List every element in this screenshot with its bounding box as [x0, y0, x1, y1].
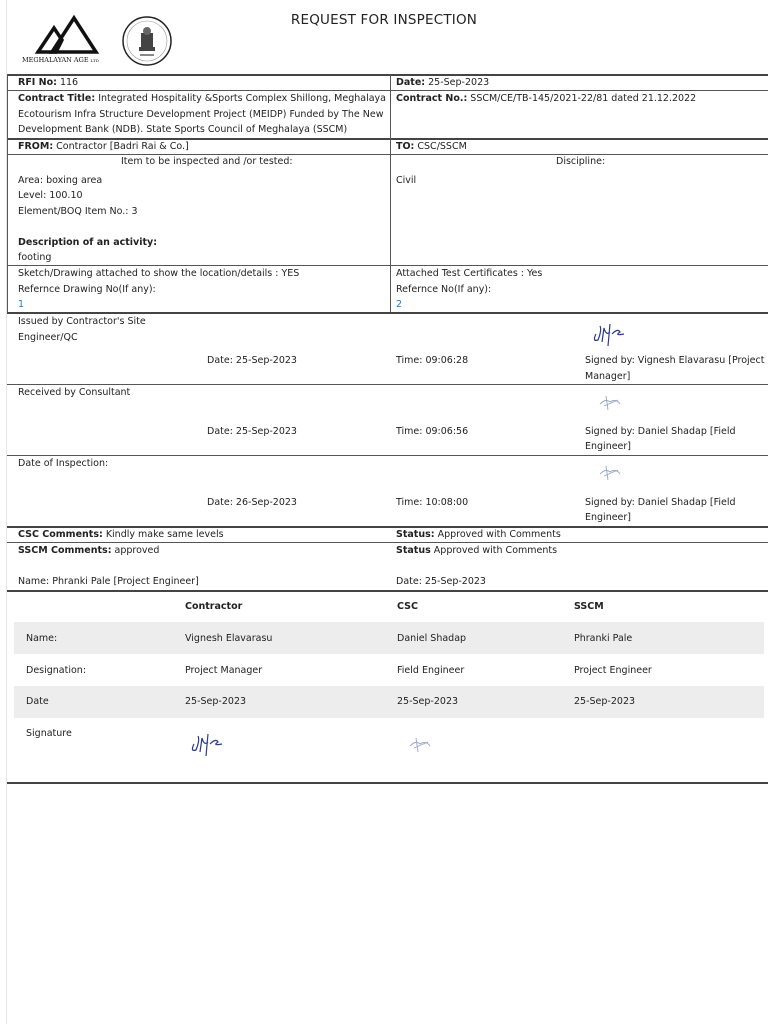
level-field: Level: 100.10 [18, 190, 83, 201]
received-signed-by: Signed by: Daniel Shadap [Field [585, 426, 736, 437]
element-field: Element/BOQ Item No.: 3 [18, 206, 138, 217]
csc-signature-image [406, 734, 436, 758]
from-field: FROM: Contractor [Badri Rai & Co.] [18, 141, 189, 152]
sscm-designation: Project Engineer [574, 665, 652, 676]
left-border [7, 74, 8, 312]
issued-date: Date: 25-Sep-2023 [207, 355, 297, 366]
area-field: Area: boxing area [18, 175, 103, 186]
contract-title-line2: Ecotourism Infra Structure Development Project (MEIDP) Funded by The New [18, 109, 384, 120]
row-label-signature: Signature [26, 728, 72, 739]
handwritten-signature-icon [596, 462, 626, 482]
row-label-name: Name: [26, 633, 58, 644]
date-line: Date: 25-Sep-2023 [396, 576, 486, 587]
inspection-label: Date of Inspection: [18, 458, 109, 469]
column-divider [390, 74, 391, 312]
rfi-date: Date: 25-Sep-2023 [396, 77, 490, 88]
header-csc: CSC [397, 601, 418, 612]
issued-signed-by: Signed by: Vignesh Elavarasu [Project [585, 355, 765, 366]
handwritten-signature-icon [188, 730, 228, 760]
description-label: Description of an activity: [18, 237, 158, 248]
received-label: Received by Consultant [18, 387, 131, 398]
logo-text: MEGHALAYAN AGE [22, 56, 89, 64]
to-field: TO: CSC/SSCM [396, 141, 467, 152]
signature-image [590, 320, 630, 352]
discipline-heading: Discipline: [556, 156, 606, 167]
divider [7, 455, 768, 456]
handwritten-signature-icon [406, 734, 436, 754]
received-date: Date: 25-Sep-2023 [207, 426, 297, 437]
contract-title-line3: Development Bank (NDB). State Sports Council of Meghalaya (SSCM) [18, 124, 348, 135]
csc-designation: Field Engineer [397, 665, 465, 676]
signature-image [596, 462, 626, 486]
divider [7, 782, 768, 784]
contractor-date: 25-Sep-2023 [185, 696, 247, 707]
table-row-band [14, 686, 764, 718]
csc-name: Daniel Shadap [397, 633, 467, 644]
sscm-name: Phranki Pale [574, 633, 633, 644]
row-label-designation: Designation: [26, 665, 87, 676]
sscm-comments: SSCM Comments: approved [18, 545, 160, 556]
contractor-designation: Project Manager [185, 665, 263, 676]
csc-status: Status: Approved with Comments [396, 529, 561, 540]
sscm-date: 25-Sep-2023 [574, 696, 636, 707]
reference-drawing-label: Refernce Drawing No(If any): [18, 284, 156, 295]
reference-drawing-link[interactable]: 1 [18, 299, 25, 310]
csc-comments: CSC Comments: Kindly make same levels [18, 529, 224, 540]
logo-suffix: LTD [90, 58, 99, 63]
received-signed-by-line2: Engineer] [585, 441, 632, 452]
divider [7, 590, 768, 592]
discipline-value: Civil [396, 175, 417, 186]
contract-number: Contract No.: SSCM/CE/TB-145/2021-22/81 dated 21.12.2022 [396, 93, 697, 104]
row-label-date: Date [26, 696, 49, 707]
issued-label-line2: Engineer/QC [18, 332, 78, 343]
sketch-field: Sketch/Drawing attached to show the location/details : YES [18, 268, 300, 279]
test-certificates-field: Attached Test Certificates : Yes [396, 268, 543, 279]
header-sscm: SSCM [574, 601, 604, 612]
signature-image [596, 392, 626, 416]
item-heading: Item to be inspected and /or tested: [121, 156, 293, 167]
handwritten-signature-icon [596, 392, 626, 412]
inspection-signed-by: Signed by: Daniel Shadap [Field [585, 497, 736, 508]
description-value: footing [18, 252, 52, 263]
inspection-signed-by-line2: Engineer] [585, 512, 632, 523]
issued-label: Issued by Contractor's Site [18, 316, 146, 327]
inspection-date: Date: 26-Sep-2023 [207, 497, 297, 508]
divider [7, 74, 768, 76]
issued-signed-by-line2: Manager] [585, 371, 631, 382]
inspection-time: Time: 10:08:00 [396, 497, 469, 508]
rfi-number: RFI No: 116 [18, 77, 79, 88]
contract-title: Contract Title: Integrated Hospitality &Sports Complex Shillong, Meghalaya [18, 93, 386, 104]
page-title: REQUEST FOR INSPECTION [290, 12, 478, 28]
header-contractor: Contractor [185, 601, 243, 612]
received-time: Time: 09:06:56 [396, 426, 469, 437]
table-row-band [14, 622, 764, 654]
name-line: Name: Phranki Pale [Project Engineer] [18, 576, 199, 587]
csc-date: 25-Sep-2023 [397, 696, 459, 707]
reference-number-link[interactable]: 2 [396, 299, 403, 310]
issued-time: Time: 09:06:28 [396, 355, 469, 366]
handwritten-signature-icon [590, 320, 630, 348]
contractor-signature-image [188, 730, 228, 764]
reference-number-label: Refernce No(If any): [396, 284, 492, 295]
contractor-name: Vignesh Elavarasu [185, 633, 273, 644]
sscm-status: Status Approved with Comments [396, 545, 558, 556]
